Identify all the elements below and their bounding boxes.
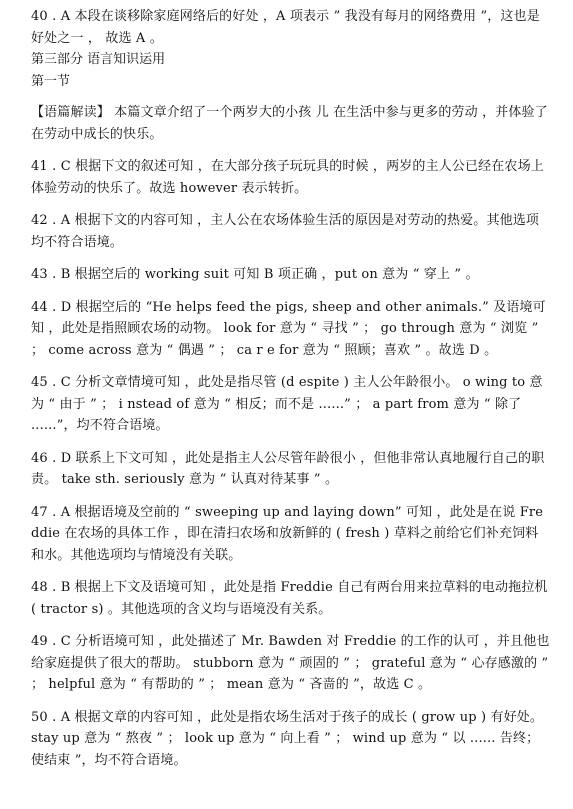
answer-41: 41 . C 根据下文的叙述可知 ，在大部分孩子玩玩具的时候 ，两岁的主人公已经在农场上体验劳动的快乐了。故选 however 表示转折。 xyxy=(31,159,544,196)
section-heading: 第三部分 语言知识运用 xyxy=(31,52,166,67)
answer-48: 48 . B 根据上下文及语境可知 ，此处是指 Freddie 自己有两台用来拉草料的电动拖拉机 ( tractor s) 。其他选项的含义均与语境没有关系。 xyxy=(31,580,548,617)
answer-49: 49 . C 分析语境可知 ，此处描述了 Mr. Bawden 对 Freddie 的工作的认可 ，并且他也给家庭提供了很大的帮助。 stubborn 意为 “ 顽固的 ” ； grateful 意为 “ 心存感激的 ” ； helpful 意为 “ 有帮助的 ” ； mean 意为 “ 吝啬的 ”，故选 C 。 xyxy=(31,634,550,692)
answer-44: 44 . D 根据空后的 “He helps feed the pigs, sheep and other animals.” 及语境可知 ，此处是指照顾农场的动物。 look for 意为 “ 寻找 ” ； go through 意为 “ 浏览 ” ； come across 意为 “ 偶遇 ” ； ca r e for 意为 “ 照顾；喜欢 ” 。故选 D 。 xyxy=(31,299,546,358)
answer-45: 45 . C 分析文章情境可知 ，此处是指尽管 (d espite ) 主人公年龄很小。 o wing to 意为 “ 由于 ” ； i nstead of 意为 “ 相反；而不是 ......” ； a part from 意为 “ 除了 ......”，均不符合语境。 xyxy=(31,375,543,433)
answer-42: 42 . A 根据下文的内容可知 ，主人公在农场体验生活的原因是对劳动的热爱。其他选项均不符合语境。 xyxy=(31,213,540,250)
answer-46: 46 . D 联系上下文可知 ，此处是指主人公尽管年龄很小 ，但他非常认真地履行自己的职责。 take sth. seriously 意为 “ 认真对待某事 ” 。 xyxy=(31,450,545,487)
answer-50: 50 . A 根据文章的内容可知 ，此处是指农场生活对于孩子的成长 ( grow up ) 有好处。 stay up 意为 “ 熬夜 ” ； look up 意为 “ 向上看 ” ； wind up 意为 “ 以 ...... 告终；使结束 ”，均不符合语境。 xyxy=(31,709,544,768)
answer-40: 40 . A 本段在谈移除家庭网络后的好处 ，A 项表示 ” 我没有每月的网络费用 ”，这也是好处之一 ， 故选 A 。 xyxy=(31,9,540,46)
subsection-heading: 第一节 xyxy=(31,73,71,89)
answer-47: 47 . A 根据语境及空前的 “ sweeping up and laying down” 可知 ，此处是在说 Freddie 在农场的具体工作 ，即在清扫农场和放新鲜的 ( fresh ) 草料之前给它们补充饲料和水。其他选项均与情境没有关联。 xyxy=(31,504,544,563)
answer-43: 43 . B 根据空后的 working suit 可知 B 项正确 ，put on 意为 “ 穿上 ” 。 xyxy=(31,267,479,282)
passage-summary: 【语篇解读】 本篇文章介绍了一个两岁大的小孩 儿 在生活中参与更多的劳动 ，并体验了在劳动中成长的快乐。 xyxy=(31,105,548,142)
